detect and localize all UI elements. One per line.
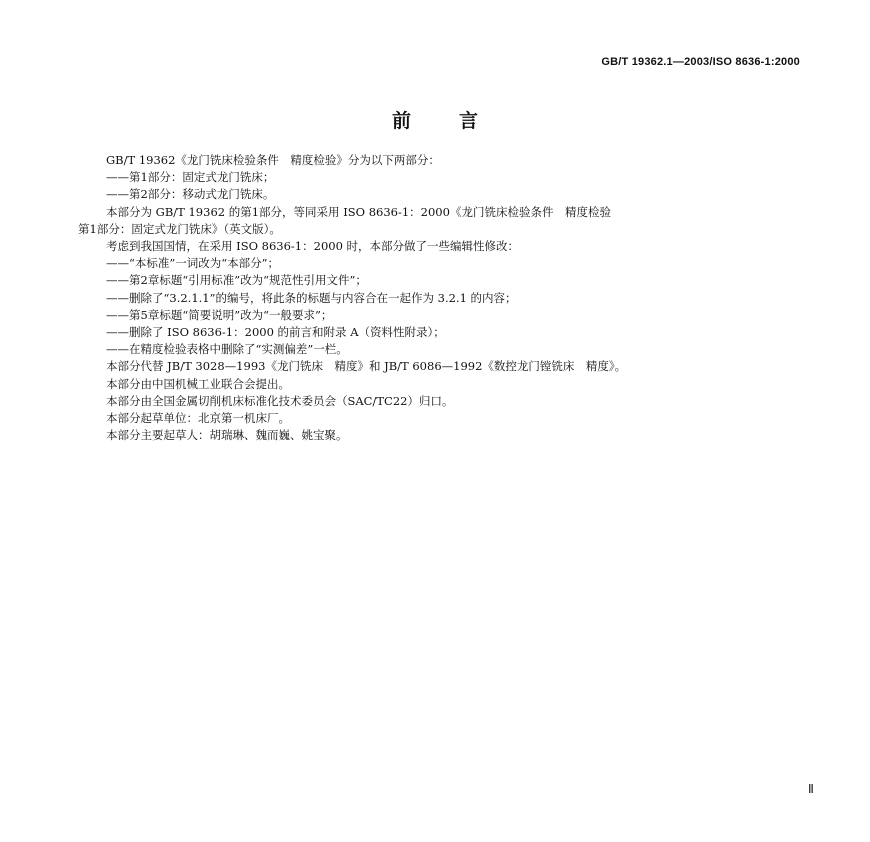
paragraph-adoption-continued: 第1部分：固定式龙门铣床》（英文版）。: [78, 221, 281, 236]
paragraph-drafters: 本部分主要起草人：胡瑞琳、魏而巍、姚宝聚。: [106, 428, 348, 443]
list-item-modification-4: ——第5章标题“简要说明”改为“一般要求”；: [106, 307, 333, 322]
list-item-modification-6: ——在精度检验表格中删除了“实测偏差”一栏。: [106, 342, 348, 357]
paragraph-proposed-by: 本部分由中国机械工业联合会提出。: [106, 376, 290, 391]
list-item-modification-1: ——“本标准”一词改为“本部分”；: [106, 256, 280, 271]
list-item-modification-5: ——删除了 ISO 8636-1：2000 的前言和附录 A（资料性附录）；: [106, 325, 445, 340]
list-item-part-2: ——第2部分：移动式龙门铣床。: [106, 187, 275, 202]
page-number: Ⅱ: [808, 782, 814, 796]
list-item-modification-3: ——删除了“3.2.1.1”的编号，将此条的标题与内容合在一起作为 3.2.1 的内容；: [106, 290, 517, 305]
document-body: [78, 152, 818, 444]
paragraph-drafting-unit: 本部分起草单位：北京第一机床厂。: [106, 411, 290, 426]
paragraph-centralized-by: 本部分由全国金属切削机床标准化技术委员会（SAC/TC22）归口。: [106, 393, 454, 408]
paragraph-replaces: 本部分代替 JB/T 3028—1993《龙门铣床 精度》和 JB/T 6086—1992《数控龙门镗铣床 精度》。: [106, 359, 627, 374]
list-item-part-1: ——第1部分：固定式龙门铣床；: [106, 170, 275, 185]
paragraph-modifications: 考虑到我国国情，在采用 ISO 8636-1：2000 时，本部分做了一些编辑性修改：: [106, 239, 520, 254]
paragraph-adoption: 本部分为 GB/T 19362 的第1部分，等同采用 ISO 8636-1：2000《龙门铣床检验条件 精度检验: [106, 204, 611, 219]
page-title: 前言: [391, 110, 526, 132]
list-item-modification-2: ——第2章标题“引用标准”改为“规范性引用文件”；: [106, 273, 367, 288]
standard-code-header: GB/T 19362.1—2003/ISO 8636-1:2000: [601, 56, 800, 68]
paragraph-intro: GB/T 19362《龙门铣床检验条件 精度检验》分为以下两部分：: [106, 153, 440, 167]
